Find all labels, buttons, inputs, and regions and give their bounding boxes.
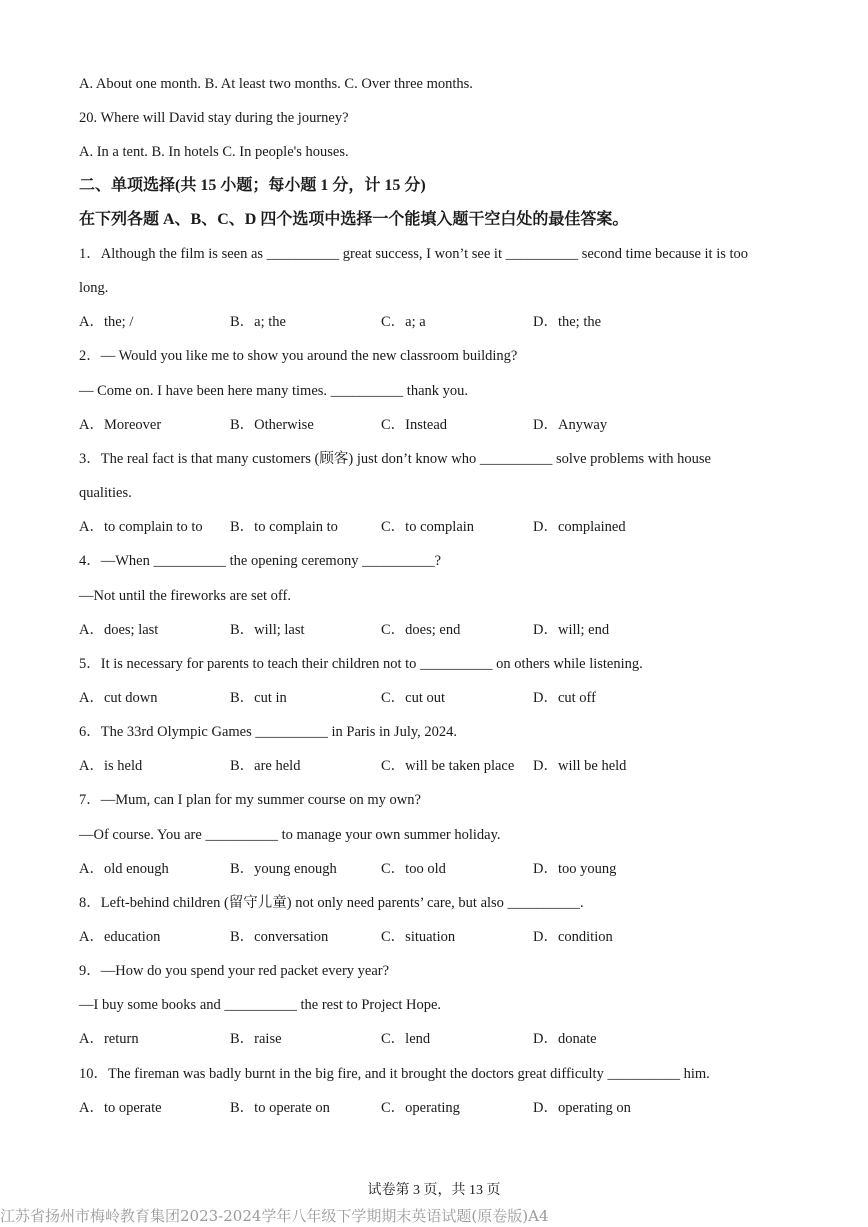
question-3-option-b: B．to complain to: [230, 519, 338, 536]
question-7-option-d: D．too young: [533, 860, 617, 877]
question-2-option-a: A．Moreover: [79, 416, 162, 433]
question-8-option-b: B．conversation: [230, 929, 329, 945]
question-9-line-2: —I buy some books and __________ the rest to Project Hope.: [79, 997, 442, 1014]
question-7-line-1: 7．—Mum, can I plan for my summer course on my own?: [79, 792, 421, 809]
question-9-option-d: D．donate: [533, 1031, 597, 1048]
question-3-line-1: 3．The real fact is that many customers (顾客) just don’t know who __________ solve problems with house: [79, 450, 711, 467]
question-9-line-1: 9．—How do you spend your red packet every year?: [79, 963, 390, 980]
q20-options: A. In a tent. B. In hotels C. In people's houses.: [79, 144, 349, 160]
question-5-option-d: D．cut off: [533, 689, 596, 706]
question-4-line-2: —Not until the fireworks are set off.: [79, 587, 291, 604]
question-1-option-a: A．the; /: [79, 314, 134, 331]
question-2-option-d: D．Anyway: [533, 416, 608, 433]
question-5-option-a: A．cut down: [79, 689, 158, 706]
question-8-line-1: 8．Left-behind children (留守儿童) not only need parents’ care, but also __________.: [79, 894, 584, 911]
question-4-option-b: B．will; last: [230, 621, 305, 638]
question-10-line-1: 10．The fireman was badly burnt in the big fire, and it brought the doctors great difficulty __________ him.: [79, 1065, 710, 1082]
q20-stem: 20. Where will David stay during the journey?: [79, 110, 349, 126]
question-7-option-c: C．too old: [381, 860, 446, 877]
question-7-line-2: —Of course. You are __________ to manage your own summer holiday.: [79, 826, 501, 843]
question-5-option-c: C．cut out: [381, 689, 446, 706]
question-10-option-d: D．operating on: [533, 1099, 631, 1116]
question-2-option-c: C．Instead: [381, 416, 448, 433]
question-7-option-a: A．old enough: [79, 860, 169, 877]
q19-options: A. About one month. B. At least two months. C. Over three months.: [79, 76, 473, 92]
question-1-line-1: 1．Although the film is seen as __________ great success, I won’t see it __________ second time because it is too: [79, 246, 749, 262]
question-5-line-1: 5．It is necessary for parents to teach their children not to __________ on others while listening.: [79, 655, 643, 672]
question-1-option-b: B．a; the: [230, 314, 286, 331]
question-6-option-a: A．is held: [79, 758, 143, 775]
question-3-option-d: D．complained: [533, 519, 626, 536]
question-5-option-b: B．cut in: [230, 689, 287, 706]
question-1-option-c: C．a; a: [381, 314, 426, 331]
question-6-option-b: B．are held: [230, 758, 301, 775]
question-4-line-1: 4．—When __________ the opening ceremony __________?: [79, 553, 442, 570]
section-title: 二、单项选择(共 15 小题；每小题 1 分，计 15 分): [79, 177, 426, 194]
page-footer: 试卷第 3 页，共 13 页: [367, 1183, 501, 1198]
question-8-option-d: D．condition: [533, 929, 613, 945]
question-10-option-b: B．to operate on: [230, 1099, 330, 1116]
question-9-option-c: C．lend: [381, 1031, 431, 1048]
source-watermark: 江苏省扬州市梅岭教育集团2023-2024学年八年级下学期期末英语试题(原卷版)A4: [0, 1207, 549, 1225]
question-3-line-2: qualities.: [79, 485, 132, 502]
question-1-line-2: long.: [79, 280, 109, 297]
question-2-line-1: 2．— Would you like me to show you around the new classroom building?: [79, 348, 518, 365]
question-8-option-a: A．education: [79, 929, 161, 945]
section-instruction: 在下列各题 A、B、C、D 四个选项中选择一个能填入题干空白处的最佳答案。: [79, 211, 629, 228]
question-10-option-c: C．operating: [381, 1099, 460, 1116]
question-6-option-c: C．will be taken place: [381, 758, 515, 775]
question-7-option-b: B．young enough: [230, 860, 337, 877]
question-4-option-a: A．does; last: [79, 621, 159, 638]
question-1-option-d: D．the; the: [533, 314, 602, 331]
question-3-option-c: C．to complain: [381, 519, 475, 536]
question-10-option-a: A．to operate: [79, 1099, 162, 1116]
question-4-option-c: C．does; end: [381, 621, 461, 638]
question-4-option-d: D．will; end: [533, 621, 610, 638]
question-2-option-b: B．Otherwise: [230, 416, 314, 433]
question-6-option-d: D．will be held: [533, 758, 627, 775]
question-9-option-a: A．return: [79, 1031, 139, 1048]
question-8-option-c: C．situation: [381, 929, 456, 945]
question-2-line-2: — Come on. I have been here many times. __________ thank you.: [79, 382, 469, 399]
question-9-option-b: B．raise: [230, 1031, 282, 1048]
question-6-line-1: 6．The 33rd Olympic Games __________ in Paris in July, 2024.: [79, 724, 458, 741]
question-3-option-a: A．to complain to to: [79, 519, 203, 536]
